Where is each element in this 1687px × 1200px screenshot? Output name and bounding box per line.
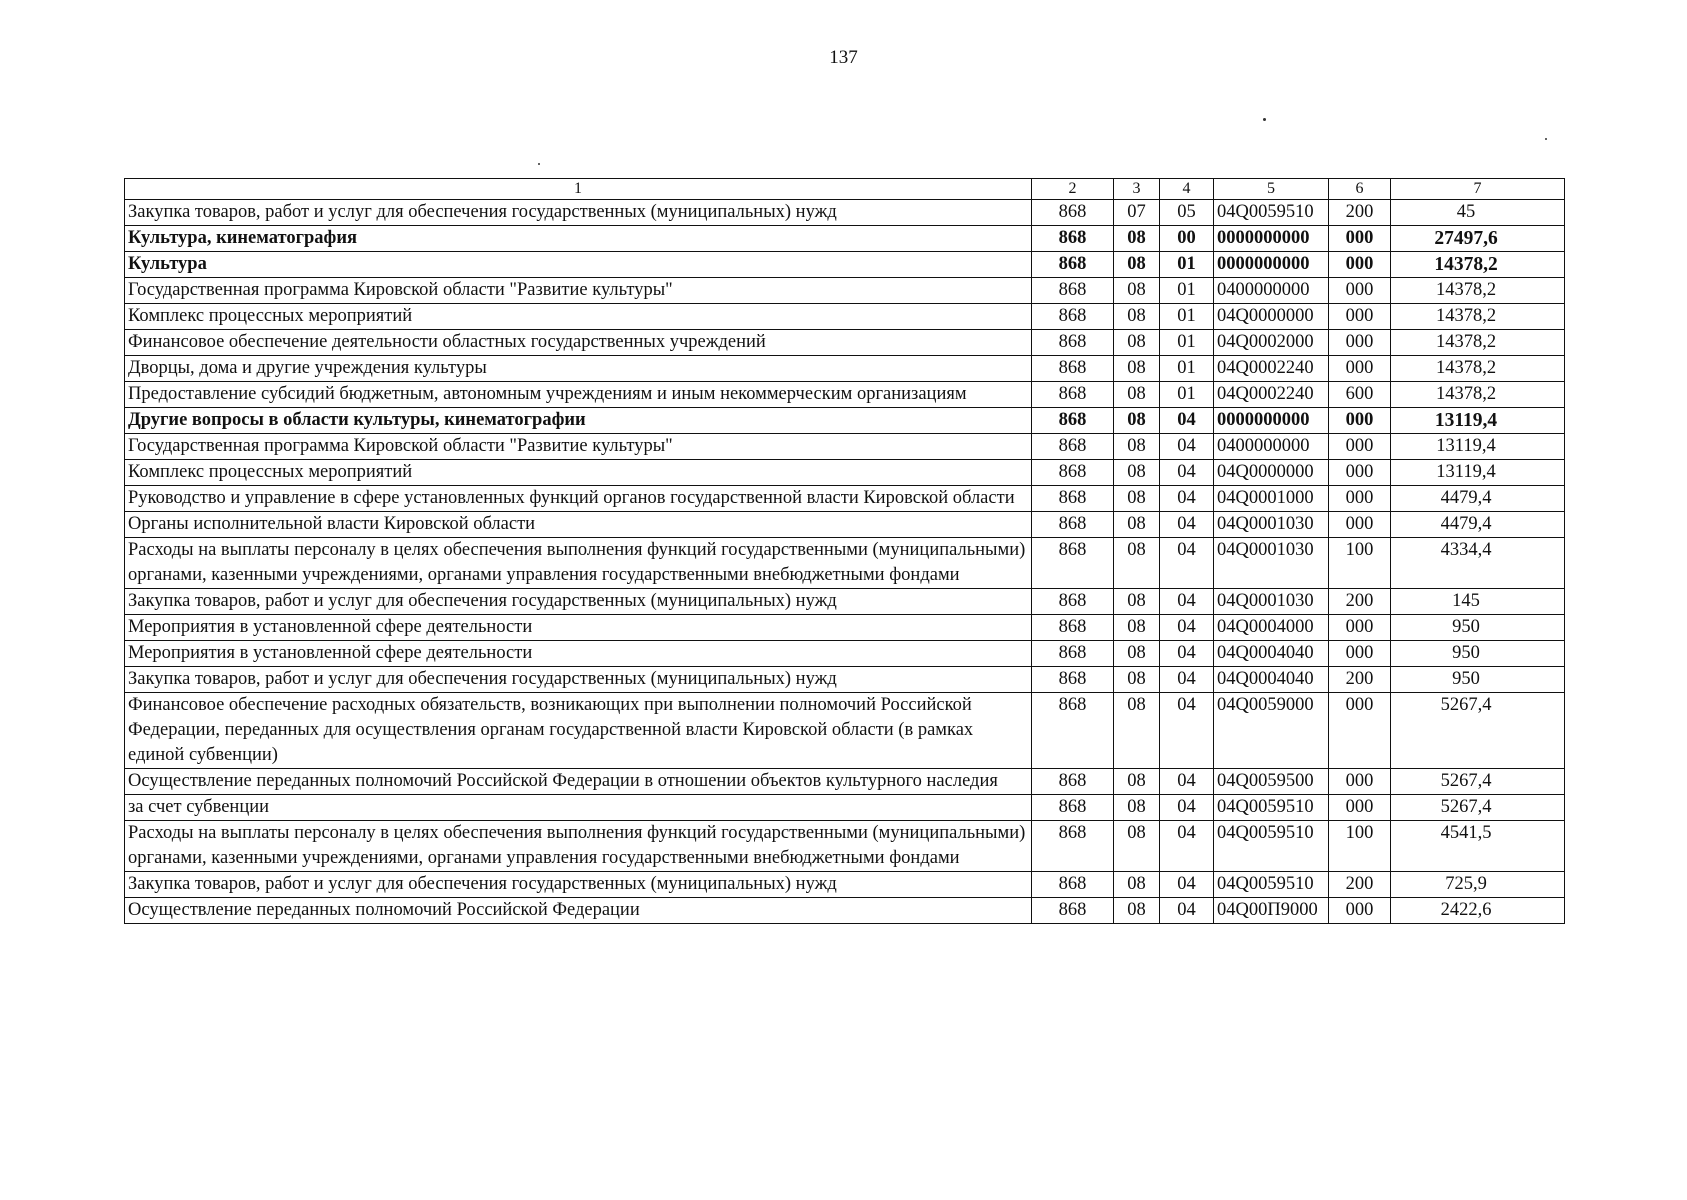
- row-target-code-cell: 04Q0001030: [1214, 512, 1329, 538]
- row-name-cell: Расходы на выплаты персоналу в целях обеспечения выполнения функций государственными (муниципальными) органами, казенными учреждениями, органами управления государственными внебюджетными фондами: [125, 538, 1032, 589]
- table-row: [125, 252, 1565, 278]
- table-row: [125, 330, 1565, 356]
- table-row: [125, 693, 1565, 769]
- row-section-cell: 08: [1114, 330, 1160, 356]
- column-header: 6: [1329, 179, 1391, 200]
- row-name-cell: Культура, кинематография: [125, 226, 1032, 252]
- row-section-cell: 08: [1114, 795, 1160, 821]
- row-section-cell: 08: [1114, 304, 1160, 330]
- row-amount-cell: 950: [1391, 667, 1565, 693]
- row-subsection-cell: 04: [1160, 615, 1214, 641]
- row-name-cell: Комплекс процессных мероприятий: [125, 304, 1032, 330]
- row-ved-cell: 868: [1032, 330, 1114, 356]
- row-subsection-cell: 04: [1160, 898, 1214, 924]
- row-section-cell: 08: [1114, 898, 1160, 924]
- row-target-code-cell: 04Q00П9000: [1214, 898, 1329, 924]
- row-section-cell: 08: [1114, 693, 1160, 769]
- row-name-cell: Закупка товаров, работ и услуг для обеспечения государственных (муниципальных) нужд: [125, 589, 1032, 615]
- row-amount-cell: 5267,4: [1391, 795, 1565, 821]
- row-section-cell: 08: [1114, 252, 1160, 278]
- row-section-cell: 08: [1114, 667, 1160, 693]
- row-expense-type-cell: 200: [1329, 589, 1391, 615]
- row-expense-type-cell: 000: [1329, 769, 1391, 795]
- row-name-cell: Закупка товаров, работ и услуг для обеспечения государственных (муниципальных) нужд: [125, 200, 1032, 226]
- row-expense-type-cell: 000: [1329, 252, 1391, 278]
- row-target-code-cell: 04Q0059500: [1214, 769, 1329, 795]
- row-target-code-cell: 0000000000: [1214, 408, 1329, 434]
- row-expense-type-cell: 000: [1329, 486, 1391, 512]
- row-section-cell: 07: [1114, 200, 1160, 226]
- row-expense-type-cell: 000: [1329, 226, 1391, 252]
- row-name-cell: Другие вопросы в области культуры, кинематографии: [125, 408, 1032, 434]
- budget-table: [124, 178, 1565, 924]
- table-row: [125, 382, 1565, 408]
- row-amount-cell: 4334,4: [1391, 538, 1565, 589]
- row-name-cell: Мероприятия в установленной сфере деятельности: [125, 641, 1032, 667]
- row-target-code-cell: 04Q0002000: [1214, 330, 1329, 356]
- row-ved-cell: 868: [1032, 486, 1114, 512]
- row-subsection-cell: 05: [1160, 200, 1214, 226]
- row-section-cell: 08: [1114, 356, 1160, 382]
- row-target-code-cell: 04Q0004000: [1214, 615, 1329, 641]
- row-ved-cell: 868: [1032, 252, 1114, 278]
- row-ved-cell: 868: [1032, 356, 1114, 382]
- row-subsection-cell: 01: [1160, 278, 1214, 304]
- row-ved-cell: 868: [1032, 769, 1114, 795]
- row-amount-cell: 145: [1391, 589, 1565, 615]
- row-subsection-cell: 04: [1160, 795, 1214, 821]
- row-target-code-cell: 0400000000: [1214, 278, 1329, 304]
- table-row: [125, 356, 1565, 382]
- row-name-cell: Финансовое обеспечение деятельности областных государственных учреждений: [125, 330, 1032, 356]
- row-amount-cell: 13119,4: [1391, 408, 1565, 434]
- row-subsection-cell: 04: [1160, 512, 1214, 538]
- row-expense-type-cell: 200: [1329, 667, 1391, 693]
- column-header: 1: [125, 179, 1032, 200]
- row-ved-cell: 868: [1032, 434, 1114, 460]
- row-ved-cell: 868: [1032, 872, 1114, 898]
- row-subsection-cell: 04: [1160, 408, 1214, 434]
- row-target-code-cell: 04Q0002240: [1214, 356, 1329, 382]
- row-ved-cell: 868: [1032, 589, 1114, 615]
- row-amount-cell: 14378,2: [1391, 382, 1565, 408]
- row-target-code-cell: 04Q0000000: [1214, 304, 1329, 330]
- row-name-cell: Мероприятия в установленной сфере деятельности: [125, 615, 1032, 641]
- row-target-code-cell: 0400000000: [1214, 434, 1329, 460]
- row-target-code-cell: 04Q0004040: [1214, 641, 1329, 667]
- table-row: [125, 667, 1565, 693]
- row-section-cell: 08: [1114, 512, 1160, 538]
- table-body: [125, 200, 1565, 924]
- row-amount-cell: 725,9: [1391, 872, 1565, 898]
- row-expense-type-cell: 000: [1329, 330, 1391, 356]
- scan-speck: [1263, 118, 1266, 121]
- column-header: 2: [1032, 179, 1114, 200]
- row-subsection-cell: 04: [1160, 667, 1214, 693]
- row-name-cell: за счет субвенции: [125, 795, 1032, 821]
- row-expense-type-cell: 000: [1329, 693, 1391, 769]
- row-subsection-cell: 04: [1160, 434, 1214, 460]
- table-row: [125, 795, 1565, 821]
- row-section-cell: 08: [1114, 486, 1160, 512]
- row-subsection-cell: 01: [1160, 356, 1214, 382]
- row-ved-cell: 868: [1032, 226, 1114, 252]
- table-row: [125, 538, 1565, 589]
- row-amount-cell: 950: [1391, 641, 1565, 667]
- row-name-cell: Расходы на выплаты персоналу в целях обеспечения выполнения функций государственными (муниципальными) органами, казенными учреждениями, органами управления государственными внебюджетными фондами: [125, 821, 1032, 872]
- row-expense-type-cell: 000: [1329, 795, 1391, 821]
- row-subsection-cell: 04: [1160, 460, 1214, 486]
- row-amount-cell: 14378,2: [1391, 356, 1565, 382]
- row-subsection-cell: 04: [1160, 693, 1214, 769]
- row-expense-type-cell: 000: [1329, 512, 1391, 538]
- row-expense-type-cell: 100: [1329, 538, 1391, 589]
- table-row: [125, 821, 1565, 872]
- table-row: [125, 434, 1565, 460]
- row-ved-cell: 868: [1032, 278, 1114, 304]
- row-section-cell: 08: [1114, 872, 1160, 898]
- row-section-cell: 08: [1114, 615, 1160, 641]
- table-row: [125, 486, 1565, 512]
- row-section-cell: 08: [1114, 769, 1160, 795]
- row-expense-type-cell: 000: [1329, 278, 1391, 304]
- column-header: 4: [1160, 179, 1214, 200]
- row-ved-cell: 868: [1032, 304, 1114, 330]
- row-target-code-cell: 0000000000: [1214, 252, 1329, 278]
- row-section-cell: 08: [1114, 538, 1160, 589]
- table-row: [125, 460, 1565, 486]
- row-name-cell: Предоставление субсидий бюджетным, автономным учреждениям и иным некоммерческим организациям: [125, 382, 1032, 408]
- row-target-code-cell: 0000000000: [1214, 226, 1329, 252]
- row-name-cell: Государственная программа Кировской области "Развитие культуры": [125, 434, 1032, 460]
- row-target-code-cell: 04Q0059510: [1214, 795, 1329, 821]
- row-ved-cell: 868: [1032, 615, 1114, 641]
- row-ved-cell: 868: [1032, 408, 1114, 434]
- row-target-code-cell: 04Q0004040: [1214, 667, 1329, 693]
- table-row: [125, 200, 1565, 226]
- column-header: 3: [1114, 179, 1160, 200]
- row-target-code-cell: 04Q0059510: [1214, 821, 1329, 872]
- row-subsection-cell: 04: [1160, 538, 1214, 589]
- column-header: 5: [1214, 179, 1329, 200]
- table-row: [125, 641, 1565, 667]
- scan-speck: [538, 163, 540, 165]
- header-row: [125, 179, 1565, 200]
- row-name-cell: Дворцы, дома и другие учреждения культуры: [125, 356, 1032, 382]
- row-ved-cell: 868: [1032, 460, 1114, 486]
- row-name-cell: Закупка товаров, работ и услуг для обеспечения государственных (муниципальных) нужд: [125, 872, 1032, 898]
- table-row: [125, 589, 1565, 615]
- row-section-cell: 08: [1114, 589, 1160, 615]
- row-amount-cell: 27497,6: [1391, 226, 1565, 252]
- row-amount-cell: 2422,6: [1391, 898, 1565, 924]
- row-amount-cell: 14378,2: [1391, 330, 1565, 356]
- row-subsection-cell: 00: [1160, 226, 1214, 252]
- table-row: [125, 304, 1565, 330]
- row-target-code-cell: 04Q0001030: [1214, 538, 1329, 589]
- row-amount-cell: 13119,4: [1391, 460, 1565, 486]
- row-expense-type-cell: 200: [1329, 200, 1391, 226]
- row-name-cell: Руководство и управление в сфере установленных функций органов государственной власти Кировской области: [125, 486, 1032, 512]
- row-name-cell: Осуществление переданных полномочий Российской Федерации в отношении объектов культурного наследия: [125, 769, 1032, 795]
- row-amount-cell: 13119,4: [1391, 434, 1565, 460]
- row-target-code-cell: 04Q0002240: [1214, 382, 1329, 408]
- row-ved-cell: 868: [1032, 795, 1114, 821]
- row-section-cell: 08: [1114, 434, 1160, 460]
- row-subsection-cell: 01: [1160, 304, 1214, 330]
- row-subsection-cell: 01: [1160, 252, 1214, 278]
- row-expense-type-cell: 000: [1329, 304, 1391, 330]
- row-expense-type-cell: 000: [1329, 641, 1391, 667]
- page-number: 137: [829, 47, 858, 68]
- row-target-code-cell: 04Q0001030: [1214, 589, 1329, 615]
- row-ved-cell: 868: [1032, 641, 1114, 667]
- row-section-cell: 08: [1114, 226, 1160, 252]
- row-subsection-cell: 04: [1160, 486, 1214, 512]
- row-ved-cell: 868: [1032, 821, 1114, 872]
- row-subsection-cell: 04: [1160, 872, 1214, 898]
- row-section-cell: 08: [1114, 641, 1160, 667]
- row-expense-type-cell: 000: [1329, 460, 1391, 486]
- row-subsection-cell: 04: [1160, 821, 1214, 872]
- row-expense-type-cell: 600: [1329, 382, 1391, 408]
- row-subsection-cell: 04: [1160, 589, 1214, 615]
- row-target-code-cell: 04Q0001000: [1214, 486, 1329, 512]
- row-expense-type-cell: 100: [1329, 821, 1391, 872]
- row-ved-cell: 868: [1032, 667, 1114, 693]
- row-amount-cell: 950: [1391, 615, 1565, 641]
- row-expense-type-cell: 000: [1329, 615, 1391, 641]
- row-target-code-cell: 04Q0000000: [1214, 460, 1329, 486]
- row-amount-cell: 45: [1391, 200, 1565, 226]
- table-row: [125, 615, 1565, 641]
- table-row: [125, 226, 1565, 252]
- table-row: [125, 408, 1565, 434]
- column-header: 7: [1391, 179, 1565, 200]
- row-target-code-cell: 04Q0059000: [1214, 693, 1329, 769]
- row-name-cell: Комплекс процессных мероприятий: [125, 460, 1032, 486]
- row-expense-type-cell: 200: [1329, 872, 1391, 898]
- row-amount-cell: 4541,5: [1391, 821, 1565, 872]
- row-ved-cell: 868: [1032, 512, 1114, 538]
- row-amount-cell: 5267,4: [1391, 769, 1565, 795]
- row-target-code-cell: 04Q0059510: [1214, 872, 1329, 898]
- row-ved-cell: 868: [1032, 538, 1114, 589]
- row-section-cell: 08: [1114, 382, 1160, 408]
- row-subsection-cell: 04: [1160, 769, 1214, 795]
- row-name-cell: Органы исполнительной власти Кировской области: [125, 512, 1032, 538]
- row-amount-cell: 5267,4: [1391, 693, 1565, 769]
- row-section-cell: 08: [1114, 821, 1160, 872]
- row-ved-cell: 868: [1032, 382, 1114, 408]
- row-subsection-cell: 01: [1160, 330, 1214, 356]
- row-ved-cell: 868: [1032, 200, 1114, 226]
- row-expense-type-cell: 000: [1329, 408, 1391, 434]
- row-amount-cell: 14378,2: [1391, 304, 1565, 330]
- row-name-cell: Государственная программа Кировской области "Развитие культуры": [125, 278, 1032, 304]
- table-row: [125, 512, 1565, 538]
- table-row: [125, 769, 1565, 795]
- row-amount-cell: 14378,2: [1391, 278, 1565, 304]
- table-row: [125, 278, 1565, 304]
- row-section-cell: 08: [1114, 460, 1160, 486]
- row-ved-cell: 868: [1032, 898, 1114, 924]
- row-expense-type-cell: 000: [1329, 356, 1391, 382]
- row-section-cell: 08: [1114, 278, 1160, 304]
- row-name-cell: Осуществление переданных полномочий Российской Федерации: [125, 898, 1032, 924]
- row-expense-type-cell: 000: [1329, 898, 1391, 924]
- table-row: [125, 872, 1565, 898]
- row-ved-cell: 868: [1032, 693, 1114, 769]
- scan-speck: [1545, 138, 1547, 140]
- row-subsection-cell: 04: [1160, 641, 1214, 667]
- table-row: [125, 898, 1565, 924]
- row-section-cell: 08: [1114, 408, 1160, 434]
- row-amount-cell: 4479,4: [1391, 512, 1565, 538]
- row-name-cell: Закупка товаров, работ и услуг для обеспечения государственных (муниципальных) нужд: [125, 667, 1032, 693]
- row-name-cell: Культура: [125, 252, 1032, 278]
- row-name-cell: Финансовое обеспечение расходных обязательств, возникающих при выполнении полномочий Российской Федерации, переданных для осуществления органам государственной власти Кировской области (в рамках единой субвенции): [125, 693, 1032, 769]
- row-subsection-cell: 01: [1160, 382, 1214, 408]
- row-amount-cell: 4479,4: [1391, 486, 1565, 512]
- row-target-code-cell: 04Q0059510: [1214, 200, 1329, 226]
- row-amount-cell: 14378,2: [1391, 252, 1565, 278]
- row-expense-type-cell: 000: [1329, 434, 1391, 460]
